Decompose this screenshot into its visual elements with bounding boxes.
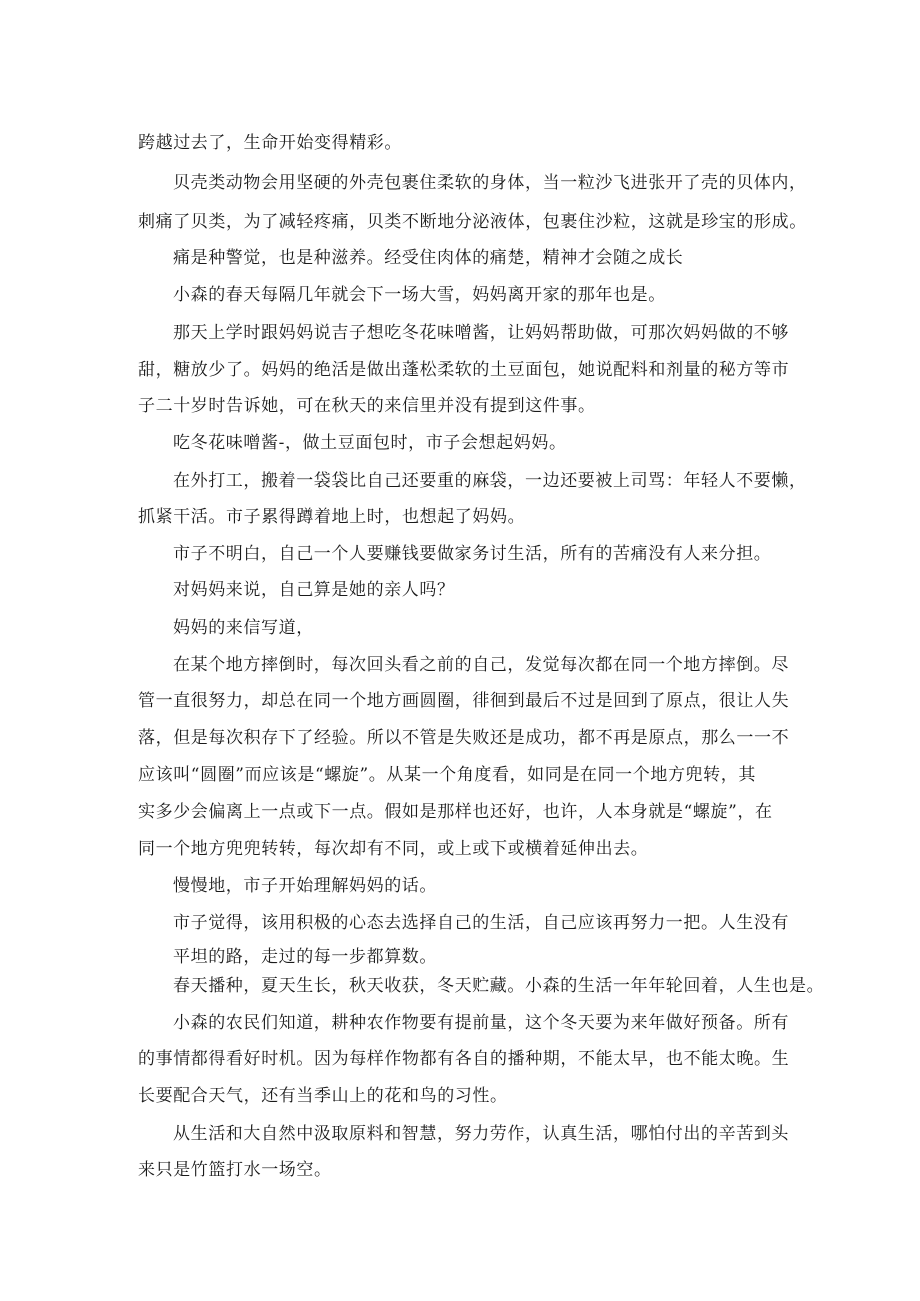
- text-line: 小森的农民们知道，耕种农作物要有提前量，这个冬天要为来年做好预备。所有: [173, 1013, 789, 1033]
- text-line: 抓紧干活。市子累得蹲着地上时，也想起了妈妈。: [138, 507, 526, 527]
- text-line: 小森的春天每隔几年就会下一场大雪，妈妈离开家的那年也是。: [173, 285, 666, 305]
- text-line: 慢慢地，市子开始理解妈妈的话。: [173, 876, 437, 896]
- text-line: 来只是竹篮打水一场空。: [138, 1160, 332, 1180]
- text-line: 从生活和大自然中汲取原料和智慧，努力劳作，认真生活，哪怕付出的辛苦到头: [173, 1124, 789, 1144]
- text-line: 吃冬花味噌酱-，做土豆面包时，市子会想起妈妈。: [173, 433, 567, 453]
- text-line: 妈妈的来信写道，: [173, 618, 314, 638]
- text-line: 对妈妈来说，自己算是她的亲人吗？: [173, 580, 455, 600]
- text-line: 跨越过去了，生命开始变得精彩。: [138, 133, 402, 153]
- text-line: 落，但是每次积存下了经验。所以不管是失败还是成功，都不再是原点，那么一一不: [138, 728, 790, 748]
- text-line: 子二十岁时告诉她，可在秋天的来信里并没有提到这件事。: [138, 396, 596, 416]
- text-line: 管一直很努力，却总在同一个地方画圆圈，徘徊到最后不过是回到了原点，很让人失: [138, 691, 790, 711]
- text-line: 在某个地方摔倒时，每次回头看之前的自己，发觉每次都在同一个地方摔倒。尽: [173, 655, 789, 675]
- text-line: 的事情都得看好时机。因为每样作物都有各自的播种期，不能太早，也不能太晚。生: [138, 1049, 790, 1069]
- text-line: 在外打工，搬着一袋袋比自己还要重的麻袋，一边还要被上司骂：年轻人不要懒，: [173, 471, 807, 491]
- text-line: 春天播种，夏天生长，秋天收获，冬天贮藏。小森的生活一年年轮回着，人生也是。: [173, 976, 825, 996]
- text-line: 市子不明白，自己一个人要赚钱要做家务讨生活，所有的苦痛没有人来分担。: [173, 544, 772, 564]
- text-line: 实多少会偏离上一点或下一点。假如是那样也还好，也许，人本身就是“螺旋”，在: [138, 802, 773, 822]
- text-line: 刺痛了贝类，为了减轻疼痛，贝类不断地分泌液体，包裹住沙粒，这就是珍宝的形成。: [138, 212, 807, 232]
- text-line: 平坦的路，走过的每一步都算数。: [173, 947, 437, 967]
- text-line: 贝壳类动物会用坚硬的外壳包裹住柔软的身体，当一粒沙飞进张开了壳的贝体内，: [173, 173, 807, 193]
- text-line: 同一个地方兜兜转转，每次却有不同，或上或下或横着延伸出去。: [138, 839, 649, 859]
- text-line: 长要配合天气，还有当季山上的花和鸟的习性。: [138, 1086, 508, 1106]
- text-line: 痛是种警觉，也是种滋养。经受住肉体的痛楚，精神才会随之成长: [173, 248, 684, 268]
- text-line: 那天上学时跟妈妈说吉子想吃冬花味噌酱，让妈妈帮助做，可那次妈妈做的不够: [173, 323, 789, 343]
- text-line: 市子觉得，该用积极的心态去选择自己的生活，自己应该再努力一把。人生没有: [173, 913, 789, 933]
- text-line: 甜，糖放少了。妈妈的绝活是做出蓬松柔软的土豆面包，她说配料和剂量的秘方等市: [138, 360, 790, 380]
- text-line: 应该叫“圆圈”而应该是“螺旋”。从某一个角度看，如同是在同一个地方兜转，其: [138, 765, 756, 785]
